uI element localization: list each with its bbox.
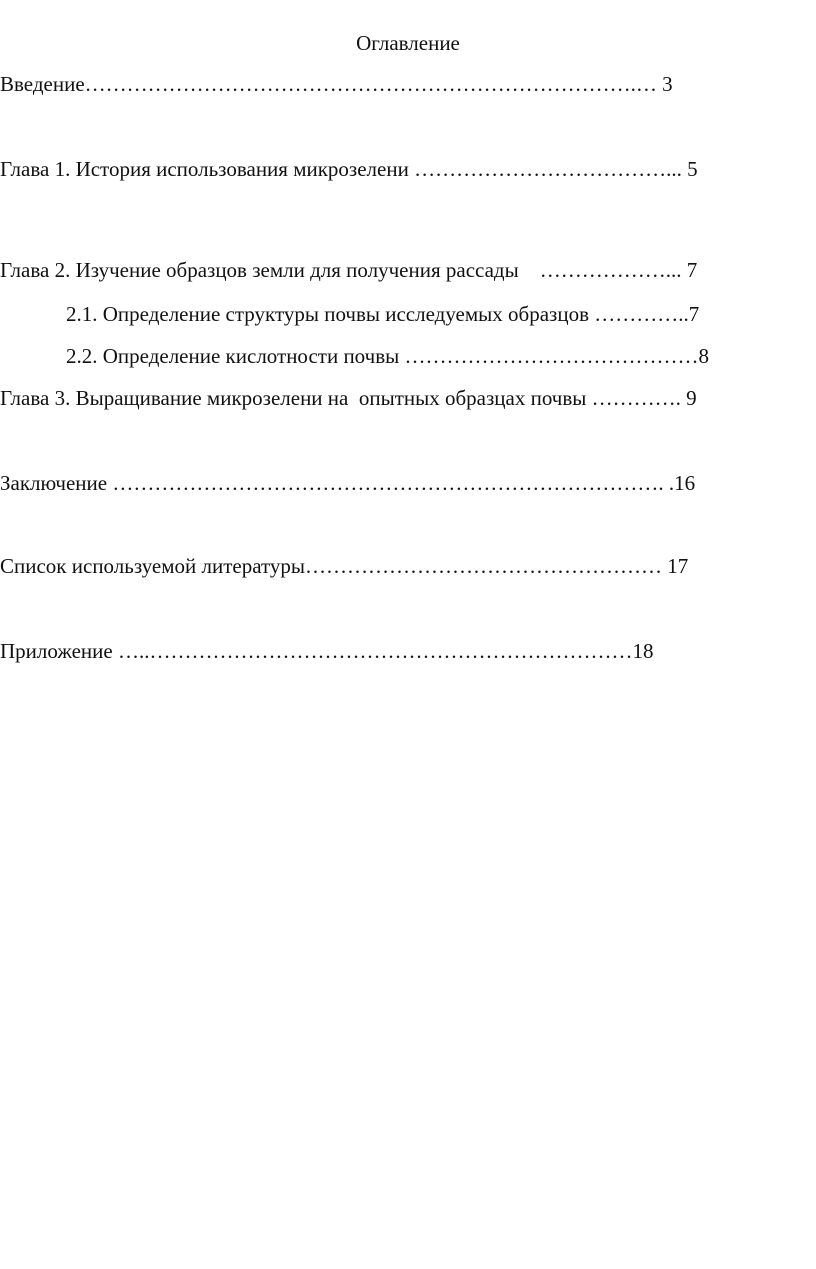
toc-entry-text: Список используемой литературы…………………………………………… 17 — [0, 554, 689, 578]
toc-entry-section-2-2 — [66, 346, 709, 367]
toc-entry-text: Глава 1. История использования микрозелени ………………………………... 5 — [0, 157, 698, 181]
toc-entry-text: 2.2. Определение кислотности почвы ……………………………………8 — [66, 344, 709, 368]
toc-entry-text: Глава 2. Изучение образцов земли для получения рассады ………………... 7 — [0, 258, 698, 282]
toc-entry-appendix — [0, 641, 653, 662]
toc-entry-introduction — [0, 74, 673, 95]
toc-entry-text: Глава 3. Выращивание микрозелени на опытных образцах почвы …………. 9 — [0, 386, 697, 410]
toc-entry-chapter-1 — [0, 159, 698, 180]
toc-entry-section-2-1 — [66, 304, 699, 325]
toc-entry-chapter-3 — [0, 388, 697, 409]
toc-entry-text: Заключение ……………………………………………………………………. .16 — [0, 471, 696, 495]
toc-entry-chapter-2 — [0, 260, 697, 281]
toc-entry-text: 2.1. Определение структуры почвы исследуемых образцов …………..7 — [66, 302, 700, 326]
toc-entry-references — [0, 556, 688, 577]
toc-entry-conclusion — [0, 473, 695, 494]
toc-title: Оглавление — [356, 31, 460, 55]
toc-entry-text: Приложение …..……………………………………………………………18 — [0, 639, 654, 663]
toc-entry-text: Введение…………………………………………………………………….… 3 — [0, 72, 673, 96]
